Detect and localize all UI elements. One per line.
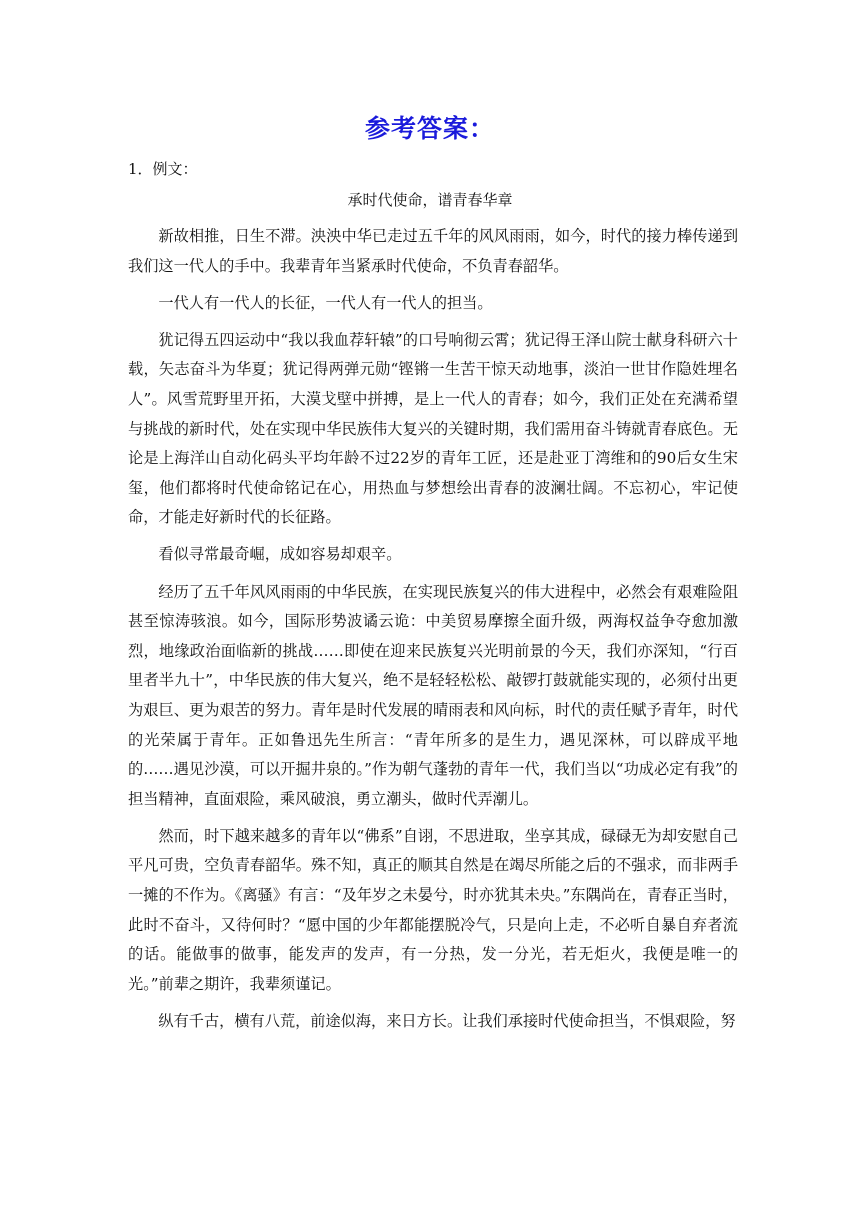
paragraph: 纵有千古，横有八荒，前途似海，来日方长。让我们承接时代使命担当，不惧艰险，努 bbox=[158, 1011, 736, 1030]
page-title: 参考答案： bbox=[364, 114, 495, 143]
paragraph: 一代人有一代人的长征，一代人有一代人的担当。 bbox=[158, 293, 493, 312]
essay-title: 承时代使命，谱青春华章 bbox=[347, 191, 513, 209]
question-label: 1．例文： bbox=[128, 160, 198, 178]
paragraph: 犹记得五四运动中“我以我血荐轩辕”的口号响彻云霄；犹记得王泽山院士献身科研六十载，矢志奋斗为华夏；犹记得两弹元勋“铿锵一生苦干惊天动地事，淡泊一世甘作隐姓埋名人”。风雪荒野里开拓，大漠戈壁中拼搏，是上一代人的青春；如今，我们正处在充满希望与挑战的新时代，处在实现中华民族伟大复兴的关键时期，我们需用奋斗铸就青春底色。无论是上海洋山自动化码头平均年龄不过22岁的青年工匠，还是赴亚丁湾维和的90后女生宋玺，他们都将时代使命铭记在心，用热血与梦想绘出青春的波澜壮阔。不忘初心，牢记使命，才能走好新时代的长征路。 bbox=[128, 330, 738, 527]
paragraph: 新故相推，日生不滞。泱泱中华已走过五千年的风风雨雨，如今，时代的接力棒传递到我们这一代人的手中。我辈青年当紧承时代使命，不负青春韶华。 bbox=[128, 227, 738, 275]
paragraph: 看似寻常最奇崛，成如容易却艰辛。 bbox=[158, 545, 402, 564]
paragraph: 然而，时下越来越多的青年以“佛系”自诩，不思进取，坐享其成，碌碌无为却安慰自己平凡可贵，空负青春韶华。殊不知，真正的顺其自然是在竭尽所能之后的不强求，而非两手一摊的不作为。《离骚》有言：“及年岁之未晏兮，时亦犹其未央。”东隅尚在，青春正当时，此时不奋斗，又待何时？“愿中国的少年都能摆脱冷气，只是向上走，不必听自暴自弃者流的话。能做事的做事，能发声的发声，有一分热，发一分光，若无炬火，我便是唯一的光。”前辈之期许，我辈须谨记。 bbox=[128, 826, 738, 993]
paragraph: 经历了五千年风风雨雨的中华民族，在实现民族复兴的伟大进程中，必然会有艰难险阻甚至惊涛骇浪。如今，国际形势波谲云诡：中美贸易摩擦全面升级，两海权益争夺愈加激烈，地缘政治面临新的挑战……即使在迎来民族复兴光明前景的今天，我们亦深知，“行百里者半九十”，中华民族的伟大复兴，绝不是轻轻松松、敲锣打鼓就能实现的，必须付出更为艰巨、更为艰苦的努力。青年是时代发展的晴雨表和风向标，时代的责任赋予青年，时代的光荣属于青年。正如鲁迅先生所言：“青年所多的是生力，遇见深林，可以辟成平地的……遇见沙漠，可以开掘井泉的。”作为朝气蓬勃的青年一代，我们当以“功成必定有我”的担当精神，直面艰险，乘风破浪，勇立潮头，做时代弄潮儿。 bbox=[128, 582, 738, 808]
essay-body bbox=[128, 222, 738, 1044]
